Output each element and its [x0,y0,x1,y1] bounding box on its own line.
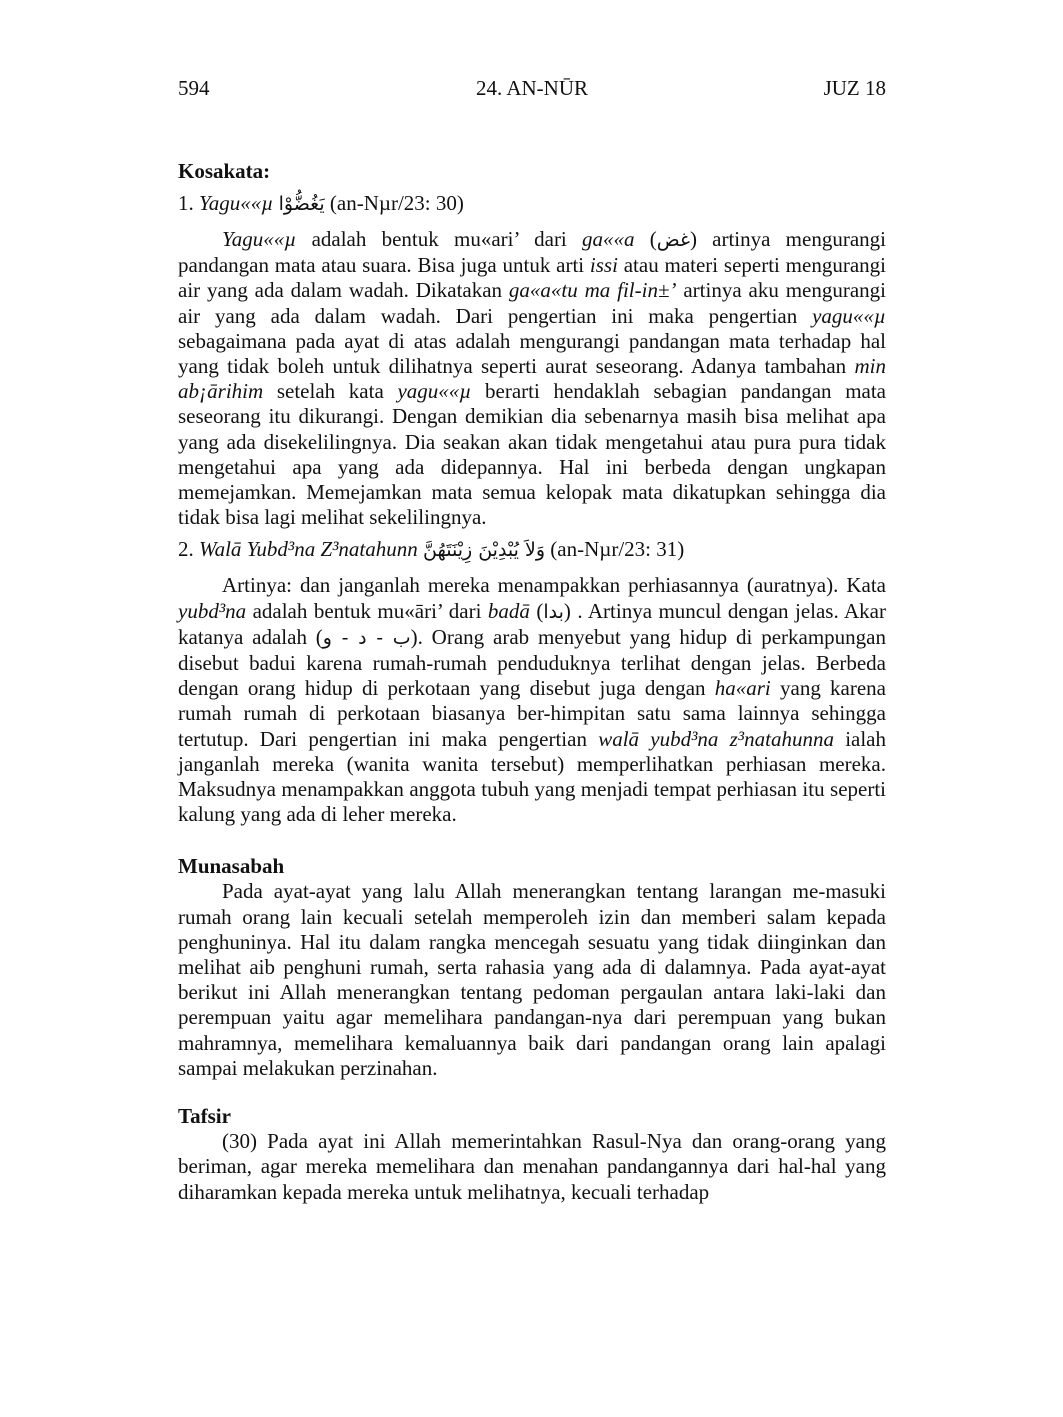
text: Artinya: dan janganlah mereka menampakkan perhiasannya (auratnya). Kata [222,573,886,598]
juz-label: JUZ 18 [823,76,886,100]
verse-reference: (an-Nµr/23: 31) [550,537,685,562]
arabic-word: بدا [543,600,564,623]
term: walā yubd³na z³natahunna [598,726,834,751]
text: ( [529,598,544,623]
tafsir-paragraph: (30) Pada ayat ini Allah memerintahkan Rasul-Nya dan orang-orang yang beriman, agar mereka memelihara dan menahan pandangannya dari hal-hal yang diharamkan kepada mereka untuk melihatnya, kecuali terhadap [178,1129,886,1204]
term: Yagu««µ [222,227,297,251]
tafsir-heading: Tafsir [178,1104,231,1129]
verse-reference: (an-Nµr/23: 30) [329,191,464,215]
arabic-phrase: وَلاَ يُبْدِيْنَ زِيْنَتَهُنَّ [423,539,546,562]
text: yang karena rumah rumah di perkotaan biasanya ber-himpitan satu sama lainnya sehingga tertutup. Dari pengertian ini maka pengertian [178,676,886,751]
term: badā [487,598,530,623]
term: yagu««µ [812,303,886,328]
vocab-term: Walā Yubd³na Z³natahunn [199,537,418,562]
item-number: 1. [178,191,194,215]
spacer [178,827,886,853]
chapter-title: 24. AN-NŪR [475,76,588,100]
term: ga««a [582,227,635,251]
vocab-paragraph-2 [178,573,886,827]
vocab-item-2 [178,536,886,563]
text: sebagaimana pada ayat di atas adalah mengurangi pandangan mata terhadap hal yang tidak boleh untuk dilihatnya seperti aurat seseorang. Adanya tambahan [178,328,886,379]
term: min ab¡ārihim [178,354,886,404]
arabic-root: ب - د - و [322,626,411,649]
text: artinya aku mengurangi air yang ada dalam wadah. Dari pengertian ini maka pengertian [178,278,886,328]
page-number: 594 [178,76,210,100]
item-number: 2. [178,537,194,562]
text: berarti hendaklah sebagian pandangan mata seseorang itu dikurangi. Dengan demikian dia sebenarnya masih bisa melihat apa yang ada disekelilingnya. Dia seakan akan tidak mengetahui atau pura pura tidak mengetahui apa yang ada didepannya. Hal ini berbeda dengan ungkapan memejamkan. Memejamkan mata semua kelopak mata dikatupkan sehingga dia tidak bisa lagi melihat sekelilingnya. [178,379,887,530]
text: adalah bentuk mu«ari’ dari [296,227,582,251]
vocab-item-1 [178,190,886,217]
term: yubd³na [178,598,247,623]
page-header [178,76,886,106]
kosakata-heading: Kosakata: [178,159,271,183]
vocab-term: Yagu««µ [199,191,274,215]
text: ) . Artinya muncul dengan jelas. Akar katanya adalah ( [178,598,886,649]
text: ). Orang arab menyebut yang hidup di perkampungan disebut badui karena rumah-rumah penduduknya terlihat dengan jelas. Berbeda dengan orang hidup di perkotaan yang disebut juga dengan [178,624,886,701]
munasabah-paragraph: Pada ayat-ayat yang lalu Allah menerangkan tentang larangan me-masuki rumah orang lain kecuali setelah memperoleh izin dan memberi salam kepada penghuninya. Hal itu dalam rangka mencegah sesuatu yang tidak diinginkan dan melihat aib penghuni rumah, serta rahasia yang ada di dalamnya. Pada ayat-ayat berikut ini Allah menerangkan tentang pedoman pergaulan antara laki-laki dan perempuan yaitu agar memelihara pandangan-nya dari perempuan yang bukan mahramnya, memelihara kemaluannya baik dari pandangan orang lain apalagi sampai melakukan perzinahan. [178,879,886,1080]
page-body [178,158,886,1205]
munasabah-heading: Munasabah [178,854,285,879]
text: adalah bentuk mu«āri’ dari [246,598,488,623]
text: atau materi seperti mengurangi air yang ada dalam wadah. Dikatakan [178,253,886,303]
arabic-word: غض [656,229,690,251]
term: ha«ari [714,676,771,701]
term: ga«a«tu ma fil-in±’ [508,278,677,303]
text: ialah janganlah mereka (wanita wanita tersebut) memperlihatkan perhiasan mereka. Maksudnya menampakkan anggota tubuh yang menjadi tempat perhiasan itu seperti kalung yang ada di leher mereka. [178,726,887,827]
text: ( [634,227,657,251]
spacer [178,1081,886,1103]
term: issi [589,253,618,278]
term: yagu««µ [397,379,472,404]
text: setelah kata [263,379,398,404]
arabic-word: يَغُضُّوْا [278,193,325,215]
vocab-paragraph-1 [178,227,886,530]
text: ) artinya mengurangi pandangan mata atau suara. Bisa juga untuk arti [178,227,886,278]
